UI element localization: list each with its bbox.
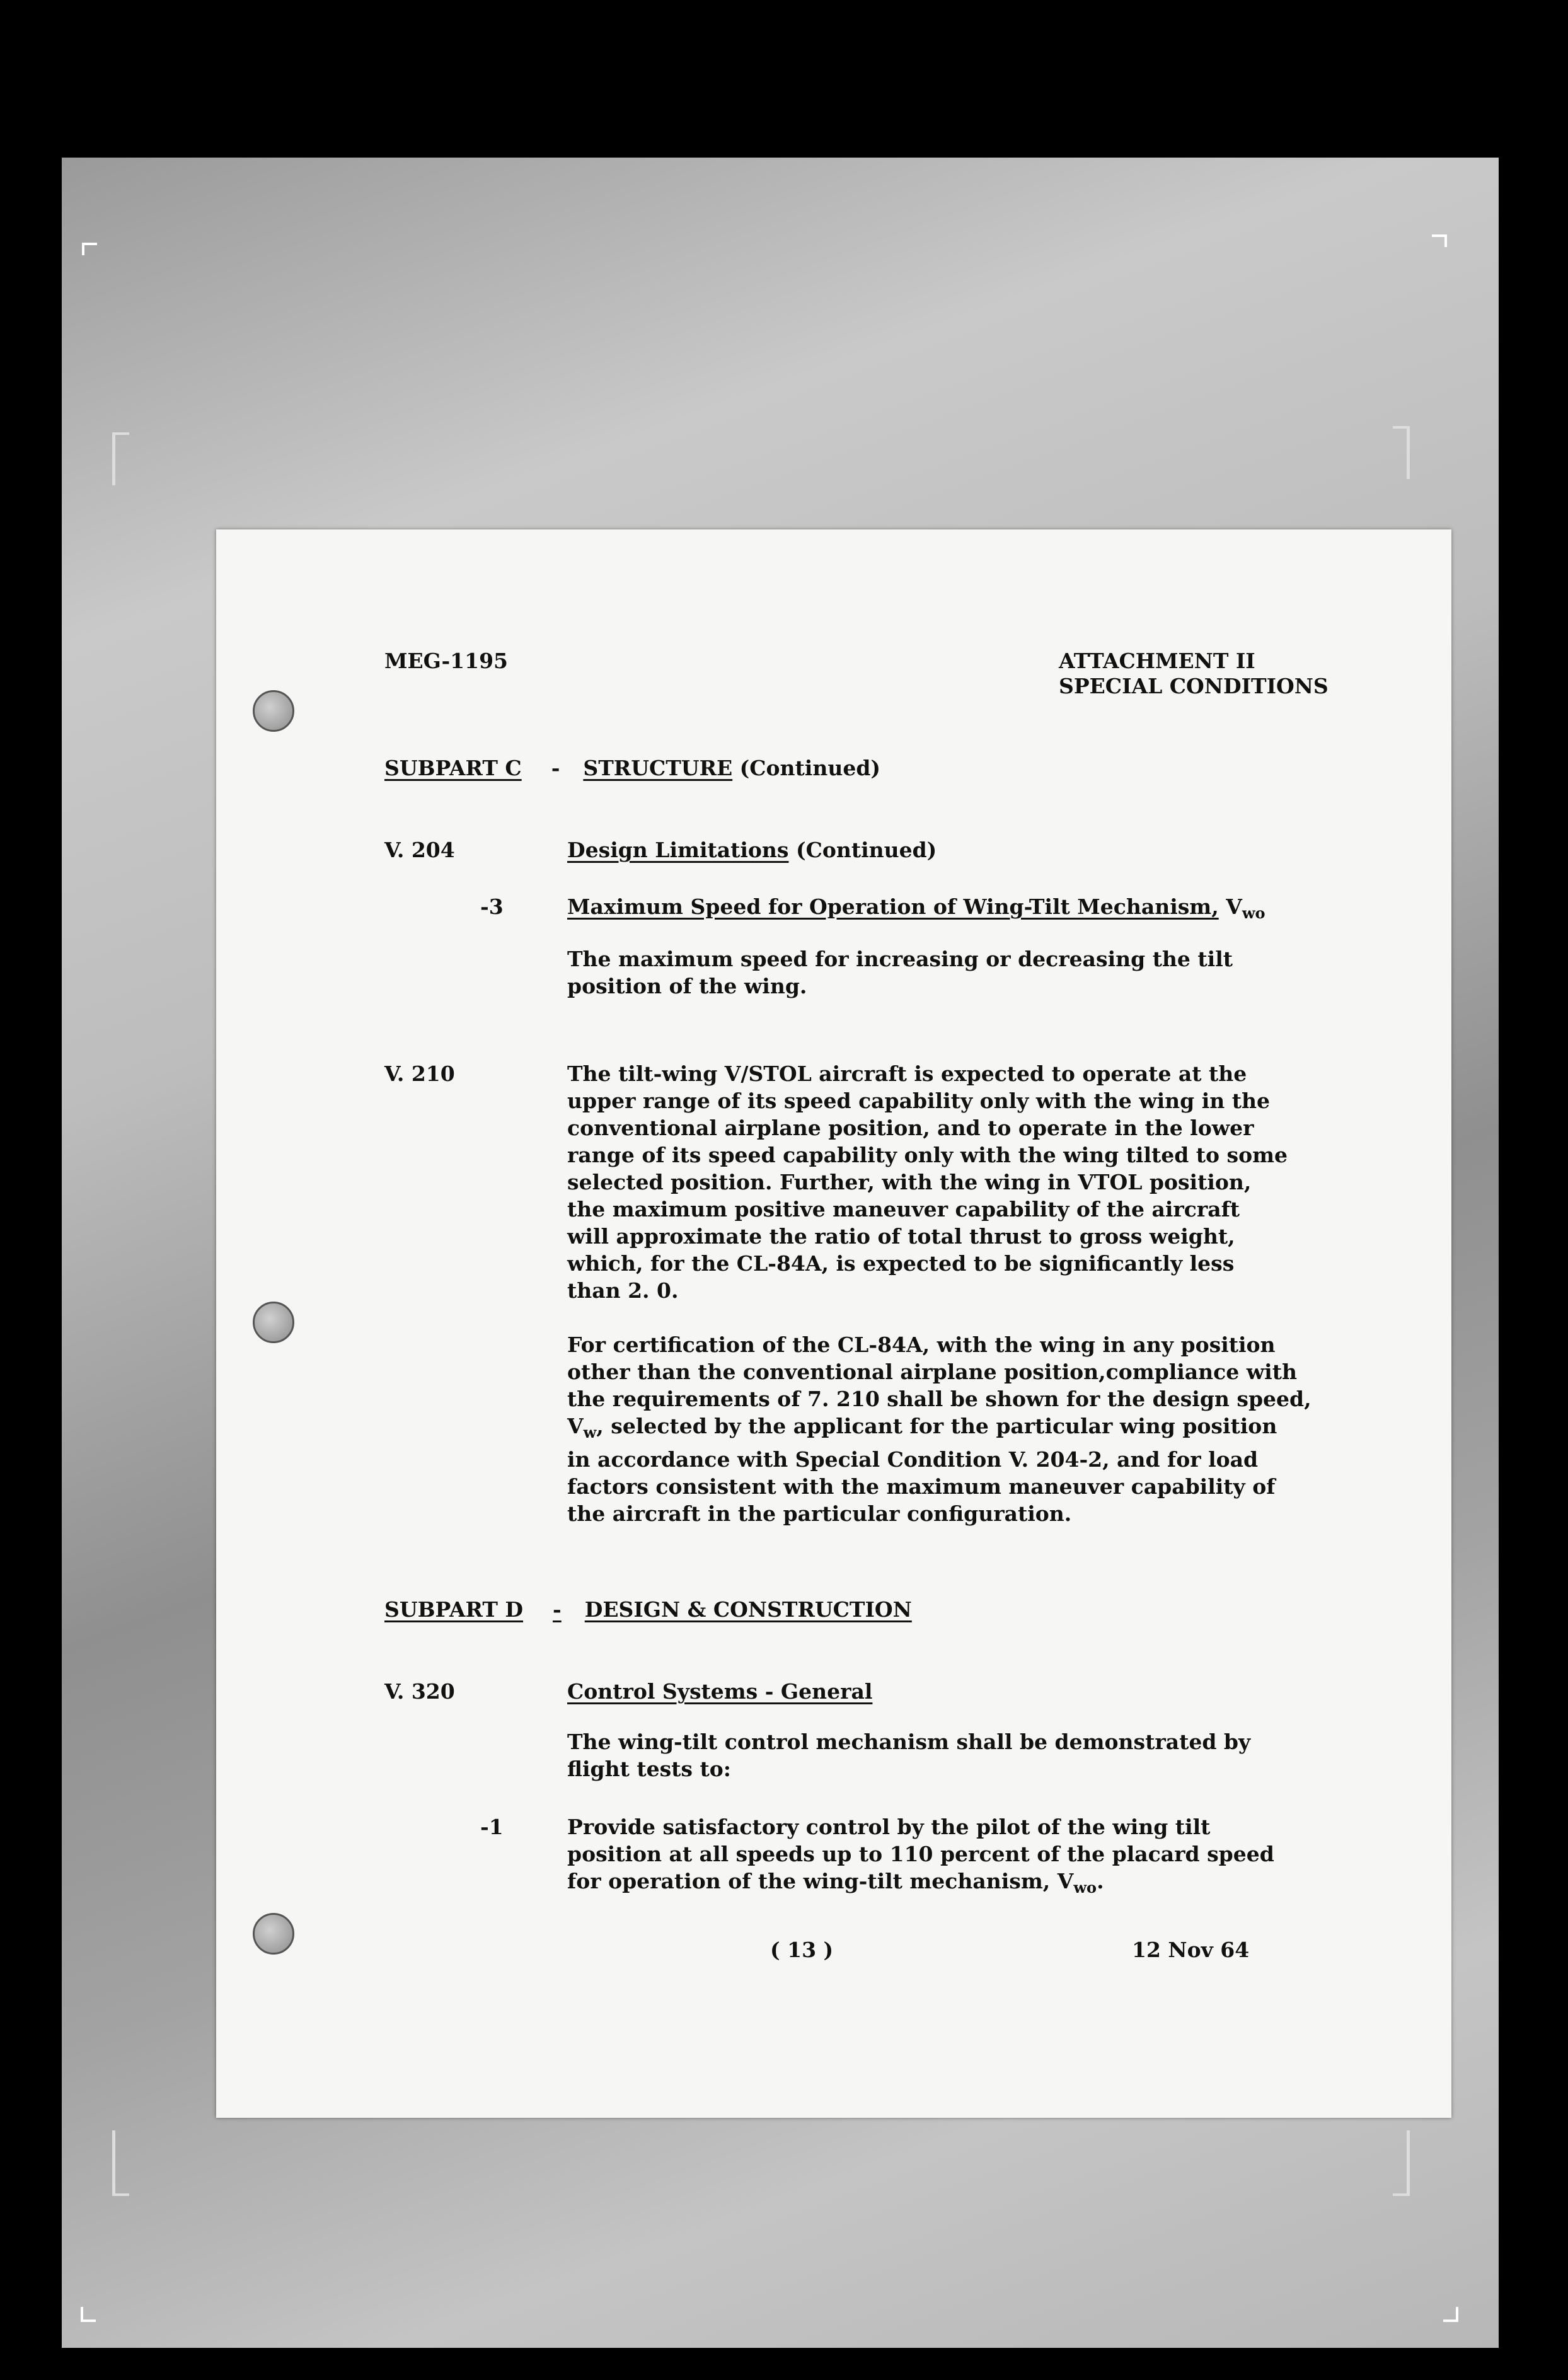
item-heading [567,893,1265,927]
section-heading [567,836,937,864]
section-heading-text: Design Limitations [567,838,789,862]
item-heading-text: Maximum Speed for Operation of Wing-Tilt Mechanism, [567,894,1219,919]
subpart-c-label: SUBPART C [384,756,522,780]
punch-hole [253,1302,294,1343]
paragraph [567,1060,1323,1304]
subpart-c-dash: - [551,756,560,780]
text-line: which, for the CL-84A, is expected to be significantly less [567,1251,1235,1276]
text-line: For certification of the CL-84A, with the wing in any position [567,1332,1276,1357]
section-number: V. 320 [384,1679,455,1704]
attachment-label: ATTACHMENT II [1059,649,1255,673]
text-line: The wing-tilt control mechanism shall be demonstrated by [567,1730,1251,1754]
subpart-c-title: STRUCTURE [583,756,733,780]
section-heading-text: Control Systems - General [567,1679,873,1704]
text-line: position of the wing. [567,974,807,998]
text-line: other than the conventional airplane position,compliance with [567,1360,1297,1384]
punch-hole [253,690,294,732]
subpart-d-label: SUBPART D [384,1597,524,1622]
page-number: ( 13 ) [770,1938,834,1962]
section-title: SPECIAL CONDITIONS [1059,674,1329,698]
page-date: 12 Nov 64 [1132,1938,1250,1962]
frame-bracket-mark [112,2130,129,2196]
text-line: range of its speed capability only with the wing tilted to some [567,1143,1288,1167]
frame-bracket-mark [1393,2130,1410,2196]
speed-symbol: $V_{wo}$ [1226,894,1265,922]
frame-bracket-mark [112,432,129,485]
subpart-c-heading [384,754,880,782]
text-line: The maximum speed for increasing or decreasing the tilt [567,947,1233,971]
text-line: the maximum positive maneuver capability of the aircraft [567,1197,1240,1222]
text-line: position at all speeds up to 110 percent of the placard speed [567,1842,1274,1866]
frame-bracket-mark [1393,426,1410,479]
item-number: -3 [480,894,504,919]
frame-corner-mark [81,2307,96,2322]
frame-corner-mark [82,243,97,255]
frame-corner-mark [1443,2307,1458,2322]
text-line: factors consistent with the maximum maneuver capability of [567,1474,1276,1499]
item-number: -1 [480,1815,504,1839]
text-line: selected position. Further, with the wing in VTOL position, [567,1170,1252,1194]
text-line: $V_w$, selected by the applicant for the particular wing position [567,1414,1277,1441]
paragraph [567,1331,1323,1527]
document-id: MEG-1195 [384,649,509,673]
subpart-d-dash: - [553,1597,562,1622]
text-line: in accordance with Special Condition V. 204-2, and for load [567,1447,1259,1472]
section-number: V. 210 [384,1061,455,1086]
speed-symbol: $V_{wo}$ [1057,1869,1097,1897]
paragraph [567,945,1323,1000]
text-line: for operation of the wing-tilt mechanism, $V_{wo}$. [567,1869,1104,1897]
text-line: The tilt-wing V/STOL aircraft is expected to operate at the [567,1061,1247,1086]
section-heading-suffix: (Continued) [795,838,937,862]
document-page [216,529,1451,2118]
section-heading [567,1678,872,1705]
paragraph [567,1813,1323,1901]
frame-corner-mark [1432,234,1447,247]
punch-hole [253,1913,294,1955]
subpart-d-heading [384,1596,912,1623]
text-line: the requirements of 7. 210 shall be shown for the design speed, [567,1387,1311,1411]
text-line: the aircraft in the particular configuration. [567,1501,1072,1526]
text-line: conventional airplane position, and to operate in the lower [567,1116,1254,1140]
subpart-d-title: DESIGN & CONSTRUCTION [584,1597,912,1622]
text-line: upper range of its speed capability only with the wing in the [567,1089,1270,1113]
paragraph [567,1728,1323,1782]
text-line: Provide satisfactory control by the pilot of the wing tilt [567,1815,1211,1839]
text-line: will approximate the ratio of total thrust to gross weight, [567,1224,1235,1249]
subpart-c-suffix: (Continued) [739,756,881,780]
speed-symbol: $V_w$ [567,1414,597,1441]
text-line: flight tests to: [567,1757,731,1781]
section-number: V. 204 [384,838,455,862]
text-line: than 2. 0. [567,1278,679,1303]
